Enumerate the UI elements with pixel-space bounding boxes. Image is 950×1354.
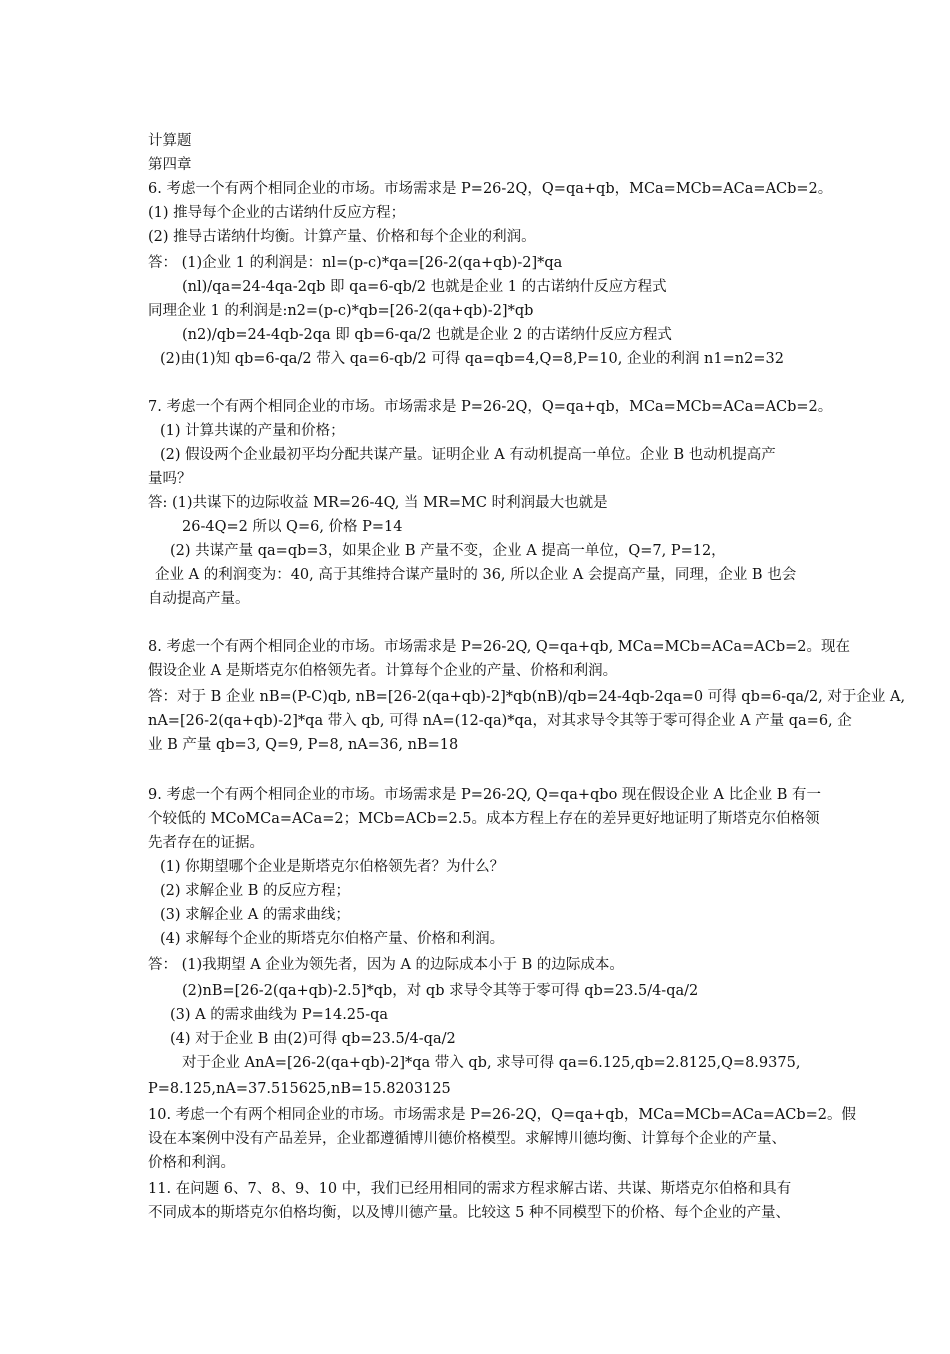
q9-answer-line: 对于企业 AnA=[26-2(qa+qb)-2]*qa 带入 qb, 求导可得 qa=6.125,qb=2.8125,Q=8.9375,: [182, 1055, 801, 1071]
q7-part2-cont: 量吗？: [148, 471, 192, 487]
q9-part3: (3) 求解企业 A 的需求曲线；: [160, 907, 350, 923]
q7-answer-line: 26-4Q=2 所以 Q=6, 价格 P=14: [182, 519, 403, 535]
q8-answer-line: 答：对于 B 企业 nB=(P-C)qb, nB=[26-2(qa+qb)-2]*qb(nB)/qb=24-4qb-2qa=0 可得 qb=6-qa/2, 对于企业 A,: [148, 689, 906, 705]
q7-answer-line: 自动提高产量。: [148, 591, 250, 607]
q6-text: 6. 考虑一个有两个相同企业的市场。市场需求是 P=26-2Q，Q=qa+qb，MCa=MCb=ACa=ACb=2。: [148, 181, 833, 197]
q10-text-cont: 设在本案例中没有产品差异，企业都遵循博川德价格模型。求解博川德均衡、计算每个企业的产量、: [148, 1131, 786, 1147]
q9-part4: (4) 求解每个企业的斯塔克尔伯格产量、价格和利润。: [160, 931, 505, 947]
q9-text-cont: 先者存在的证据。: [148, 835, 264, 851]
q9-answer-line: (3) A 的需求曲线为 P=14.25-qa: [170, 1007, 389, 1023]
q6-answer-line: 答： (1)企业 1 的利润是：nl=(p-c)*qa=[26-2(qa+qb)-2]*qa: [148, 255, 563, 271]
q6-part1: (1) 推导每个企业的古诺纳什反应方程；: [148, 205, 406, 221]
q7-answer-line: 企业 A 的利润变为：40, 高于其维持合谋产量时的 36, 所以企业 A 会提高产量，同理，企业 B 也会: [155, 567, 797, 583]
q9-answer-line: 答： (1)我期望 A 企业为领先者，因为 A 的边际成本小于 B 的边际成本。: [148, 957, 624, 973]
q6-part2: (2) 推导古诺纳什均衡。计算产量、价格和每个企业的利润。: [148, 229, 536, 245]
q9-answer-line: (2)nB=[26-2(qa+qb)-2.5]*qb，对 qb 求导令其等于零可得 qb=23.5/4-qa/2: [182, 983, 699, 999]
q8-answer-line: 业 B 产量 qb=3, Q=9, P=8, nA=36, nB=18: [148, 737, 459, 753]
q10-text: 10. 考虑一个有两个相同企业的市场。市场需求是 P=26-2Q，Q=qa+qb，MCa=MCb=ACa=ACb=2。假: [148, 1107, 857, 1123]
q11-text: 11. 在问题 6、7、8、9、10 中，我们已经用相同的需求方程求解古诺、共谋、斯塔克尔伯格和具有: [148, 1181, 792, 1197]
q8-answer-line: nA=[26-2(qa+qb)-2]*qa 带入 qb, 可得 nA=(12-qa)*qa，对其求导令其等于零可得企业 A 产量 qa=6, 企: [148, 713, 852, 729]
q6-answer-line: (2)由(1)知 qb=6-qa/2 带入 qa=6-qb/2 可得 qa=qb=4,Q=8,P=10, 企业的利润 n1=n2=32: [160, 351, 784, 367]
q9-part1: (1) 你期望哪个企业是斯塔克尔伯格领先者？为什么？: [160, 859, 505, 875]
q9-answer-line: P=8.125,nA=37.515625,nB=15.8203125: [148, 1081, 451, 1097]
q9-answer-line: (4) 对于企业 B 由(2)可得 qb=23.5/4-qa/2: [170, 1031, 456, 1047]
q6-answer-line: 同理企业 1 的利润是:n2=(p-c)*qb=[26-2(qa+qb)-2]*qb: [148, 303, 534, 319]
section-heading: 计算题: [148, 133, 192, 149]
q6-answer-line: (nl)/qa=24-4qa-2qb 即 qa=6-qb/2 也就是企业 1 的古诺纳什反应方程式: [182, 279, 667, 295]
q9-text-cont: 个较低的 MCoMCa=ACa=2；MCb=ACb=2.5。成本方程上存在的差异更好地证明了斯塔克尔伯格领: [148, 811, 820, 827]
q8-text: 8. 考虑一个有两个相同企业的市场。市场需求是 P=26-2Q, Q=qa+qb, MCa=MCb=ACa=ACb=2。现在: [148, 639, 851, 655]
q9-part2: (2) 求解企业 B 的反应方程；: [160, 883, 351, 899]
q6-answer-line: (n2)/qb=24-4qb-2qa 即 qb=6-qa/2 也就是企业 2 的古诺纳什反应方程式: [182, 327, 672, 343]
q7-part1: (1) 计算共谋的产量和价格；: [160, 423, 345, 439]
q7-text: 7. 考虑一个有两个相同企业的市场。市场需求是 P=26-2Q，Q=qa+qb，MCa=MCb=ACa=ACb=2。: [148, 399, 833, 415]
q7-part2: (2) 假设两个企业最初平均分配共谋产量。证明企业 A 有动机提高一单位。企业 B 也动机提高产: [160, 447, 776, 463]
q9-text: 9. 考虑一个有两个相同企业的市场。市场需求是 P=26-2Q, Q=qa+qbo 现在假设企业 A 比企业 B 有一: [148, 787, 821, 803]
q10-text-cont: 价格和利润。: [148, 1155, 235, 1171]
q8-text-cont: 假设企业 A 是斯塔克尔伯格领先者。计算每个企业的产量、价格和利润。: [148, 663, 618, 679]
q11-text-cont: 不同成本的斯塔克尔伯格均衡，以及博川德产量。比较这 5 种不同模型下的价格、每个企业的产量、: [148, 1205, 790, 1221]
chapter-title: 第四章: [148, 157, 192, 173]
q7-answer-line: (2) 共谋产量 qa=qb=3，如果企业 B 产量不变，企业 A 提高一单位，Q=7, P=12，: [170, 543, 726, 559]
q7-answer-line: 答: (1)共谋下的边际收益 MR=26-4Q, 当 MR=MC 时利润最大也就是: [148, 495, 608, 511]
